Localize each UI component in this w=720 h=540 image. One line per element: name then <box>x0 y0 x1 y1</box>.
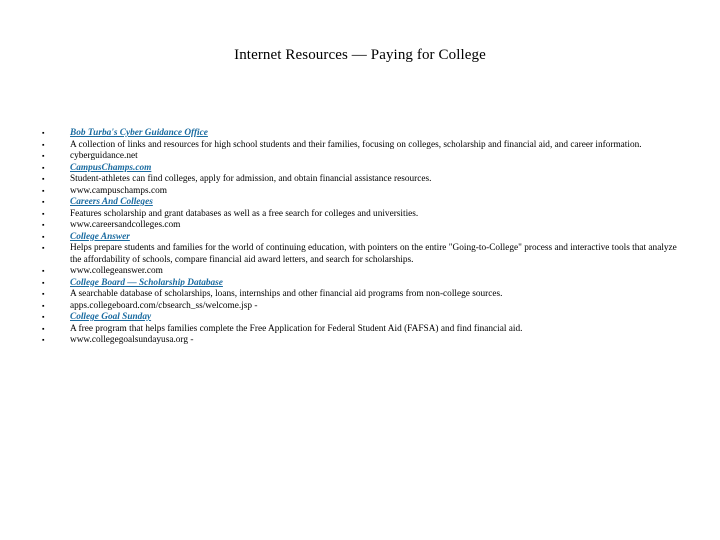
bullet-icon: ▪ <box>42 336 45 344</box>
resource-description: A collection of links and resources for high school students and their families, focusing on colleges, scholarship and financial aid, and career information. <box>70 139 642 150</box>
bullet-icon: ▪ <box>42 186 45 195</box>
resource-url: www.collegegoalsundayusa.org - <box>70 335 194 345</box>
resource-link[interactable]: CampusChamps.com <box>70 162 152 173</box>
resource-link[interactable]: College Answer <box>70 231 130 242</box>
list-item <box>42 232 682 244</box>
resource-url: www.campuschamps.com <box>70 185 167 196</box>
bullet-icon: ▪ <box>42 244 45 252</box>
list-item <box>42 197 682 209</box>
list-item <box>42 301 682 313</box>
list-item <box>42 209 682 221</box>
resource-description: A free program that helps families complete the Free Application for Federal Student Aid (FAFSA) and find financial aid. <box>70 323 523 334</box>
list-item <box>42 220 682 232</box>
bullet-icon: ▪ <box>42 290 45 298</box>
list-item <box>42 128 682 140</box>
bullet-icon: ▪ <box>42 221 45 229</box>
resource-list <box>42 128 682 347</box>
list-item <box>42 151 682 163</box>
bullet-icon: ▪ <box>42 209 45 218</box>
list-item <box>42 174 682 186</box>
bullet-icon: ▪ <box>42 324 45 333</box>
list-item <box>42 140 682 152</box>
resource-link[interactable]: Bob Turba's Cyber Guidance Office <box>70 128 208 138</box>
bullet-icon: ▪ <box>42 301 45 310</box>
page-title: Internet Resources — Paying for College <box>234 47 486 63</box>
resource-description: Helps prepare students and families for the world of continuing education, with pointers on the entire "Going-to-College" process and interactive tools that analyze the affordability of schools, compare financial aid award letters, and search for scholarships. <box>70 243 677 265</box>
list-item <box>42 289 682 301</box>
resource-link[interactable]: College Goal Sunday <box>70 312 152 322</box>
bullet-icon: ▪ <box>42 278 45 287</box>
bullet-icon: ▪ <box>42 163 45 172</box>
list-item <box>42 312 682 324</box>
bullet-icon: ▪ <box>42 313 45 321</box>
list-item <box>42 335 682 347</box>
bullet-icon: ▪ <box>42 198 45 206</box>
resource-url: www.careersandcolleges.com <box>70 220 181 230</box>
list-item <box>42 278 682 290</box>
list-item <box>42 243 682 266</box>
resource-description: A searchable database of scholarships, loans, internships and other financial aid programs from non-college sources. <box>70 289 503 299</box>
bullet-icon: ▪ <box>42 129 45 137</box>
bullet-icon: ▪ <box>42 152 45 160</box>
bullet-icon: ▪ <box>42 267 45 275</box>
list-item <box>42 163 682 175</box>
list-item <box>42 266 682 278</box>
resource-link[interactable]: College Board — Scholarship Database <box>70 277 223 288</box>
resource-url: apps.collegeboard.com/cbsearch_ss/welcome.jsp - <box>70 300 258 311</box>
resource-description: Student-athletes can find colleges, apply for admission, and obtain financial assistance resources. <box>70 174 432 184</box>
resource-url: www.collegeanswer.com <box>70 266 163 276</box>
bullet-icon: ▪ <box>42 232 45 241</box>
resource-url: cyberguidance.net <box>70 151 138 161</box>
list-item <box>42 186 682 198</box>
bullet-icon: ▪ <box>42 175 45 183</box>
bullet-icon: ▪ <box>42 140 45 149</box>
resource-description: Features scholarship and grant databases as well as a free search for colleges and universities. <box>70 208 419 219</box>
list-item <box>42 324 682 336</box>
resource-link[interactable]: Careers And Colleges <box>70 197 153 207</box>
